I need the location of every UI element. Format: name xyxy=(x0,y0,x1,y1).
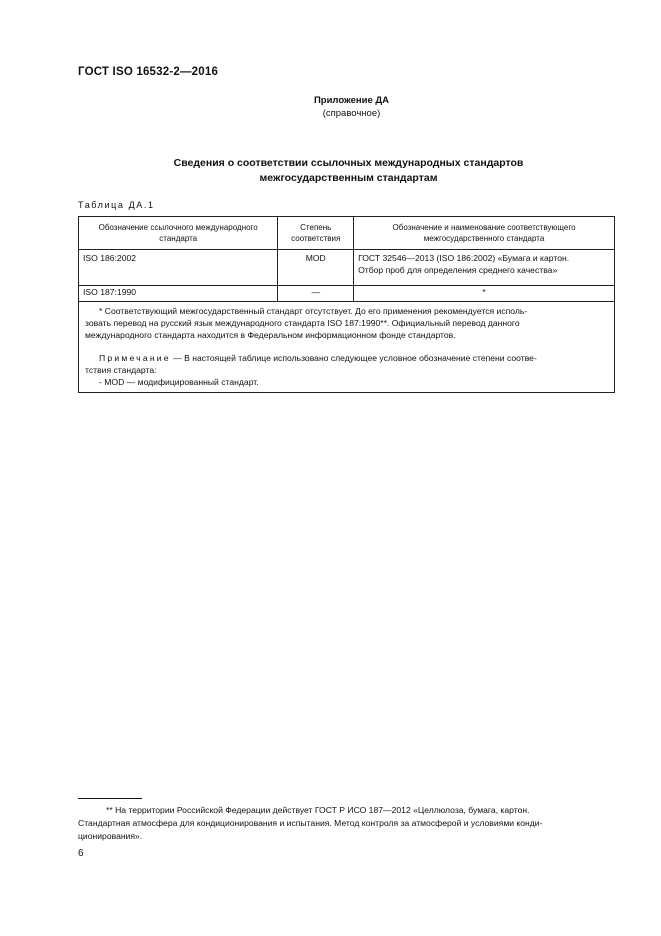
header-col3-line1: Обозначение и наименование соответствующего xyxy=(392,223,576,232)
header-col1-line2: стандарта xyxy=(159,234,198,243)
appendix-subtitle: (справочное) xyxy=(322,108,381,119)
table-notes-row xyxy=(79,302,615,393)
header-col1-line1: Обозначение ссылочного международного xyxy=(98,223,258,232)
footnote-line-text: ** На территории Российской Федерации действует ГОСТ Р ИСО 187—2012 «Целлюлоза, бумага, картон. xyxy=(106,805,530,815)
header-col2-line2: соответствия xyxy=(291,234,341,243)
section-title-line-1: Сведения о соответствии ссылочных международных стандартов xyxy=(173,157,524,169)
table-notes xyxy=(79,302,615,393)
note-item: - MOD — модифицированный стандарт. xyxy=(99,377,259,387)
footnote xyxy=(78,804,615,843)
footnote-line: ционирования». xyxy=(78,831,143,841)
cell-standard: ISO 187:1990 xyxy=(79,286,278,302)
asterisk-note-line: * Соответствующий межгосударственный стандарт отсутствует. До его применения рекомендуется исполь- xyxy=(99,306,528,316)
header-international-standard xyxy=(79,217,278,250)
cell-national-line2: Отбор проб для определения среднего качества» xyxy=(358,264,558,275)
cell-national-standard xyxy=(354,250,615,286)
table-header-row xyxy=(79,217,615,250)
note-line: тствия стандарта: xyxy=(85,365,157,375)
asterisk-note-line: зовать перевод на русский язык международного стандарта ISO 187:1990**. Официальный перевод данного xyxy=(85,318,520,328)
page-number: 6 xyxy=(78,848,84,859)
footnote-line xyxy=(78,804,615,817)
appendix-title: Приложение ДА xyxy=(313,95,390,106)
correspondence-table xyxy=(78,216,615,393)
appendix-heading xyxy=(0,94,661,120)
footnote-line: Стандартная атмосфера для кондиционирования и испытания. Метод контроля за атмосферой и условиями конди- xyxy=(78,818,543,828)
cell-degree: MOD xyxy=(278,250,354,286)
header-col3-line2: межгосударственного стандарта xyxy=(423,234,545,243)
header-national-standard xyxy=(354,217,615,250)
table-row xyxy=(79,286,615,302)
note-label: Примечание xyxy=(99,353,171,363)
footnote-divider xyxy=(78,798,142,799)
note-text: — В настоящей таблице использовано следующее условное обозначение степени соотве- xyxy=(170,353,537,363)
header-degree xyxy=(278,217,354,250)
cell-degree: — xyxy=(278,286,354,302)
section-title xyxy=(0,156,661,186)
asterisk-note-line: международного стандарта находится в Федеральном информационном фонде стандартов. xyxy=(85,330,456,340)
section-title-line-2: межгосударственным стандартам xyxy=(259,172,438,184)
note-line xyxy=(85,352,608,364)
table-row xyxy=(79,250,615,286)
document-header: ГОСТ ISO 16532-2—2016 xyxy=(78,66,219,78)
cell-national-line1: ГОСТ 32546—2013 (ISO 186:2002) «Бумага и картон. xyxy=(358,253,570,263)
table-label: Таблица ДА.1 xyxy=(78,200,155,210)
header-col2-line1: Степень xyxy=(300,223,332,232)
cell-standard: ISO 186:2002 xyxy=(79,250,278,286)
cell-national-standard: * xyxy=(354,286,615,302)
